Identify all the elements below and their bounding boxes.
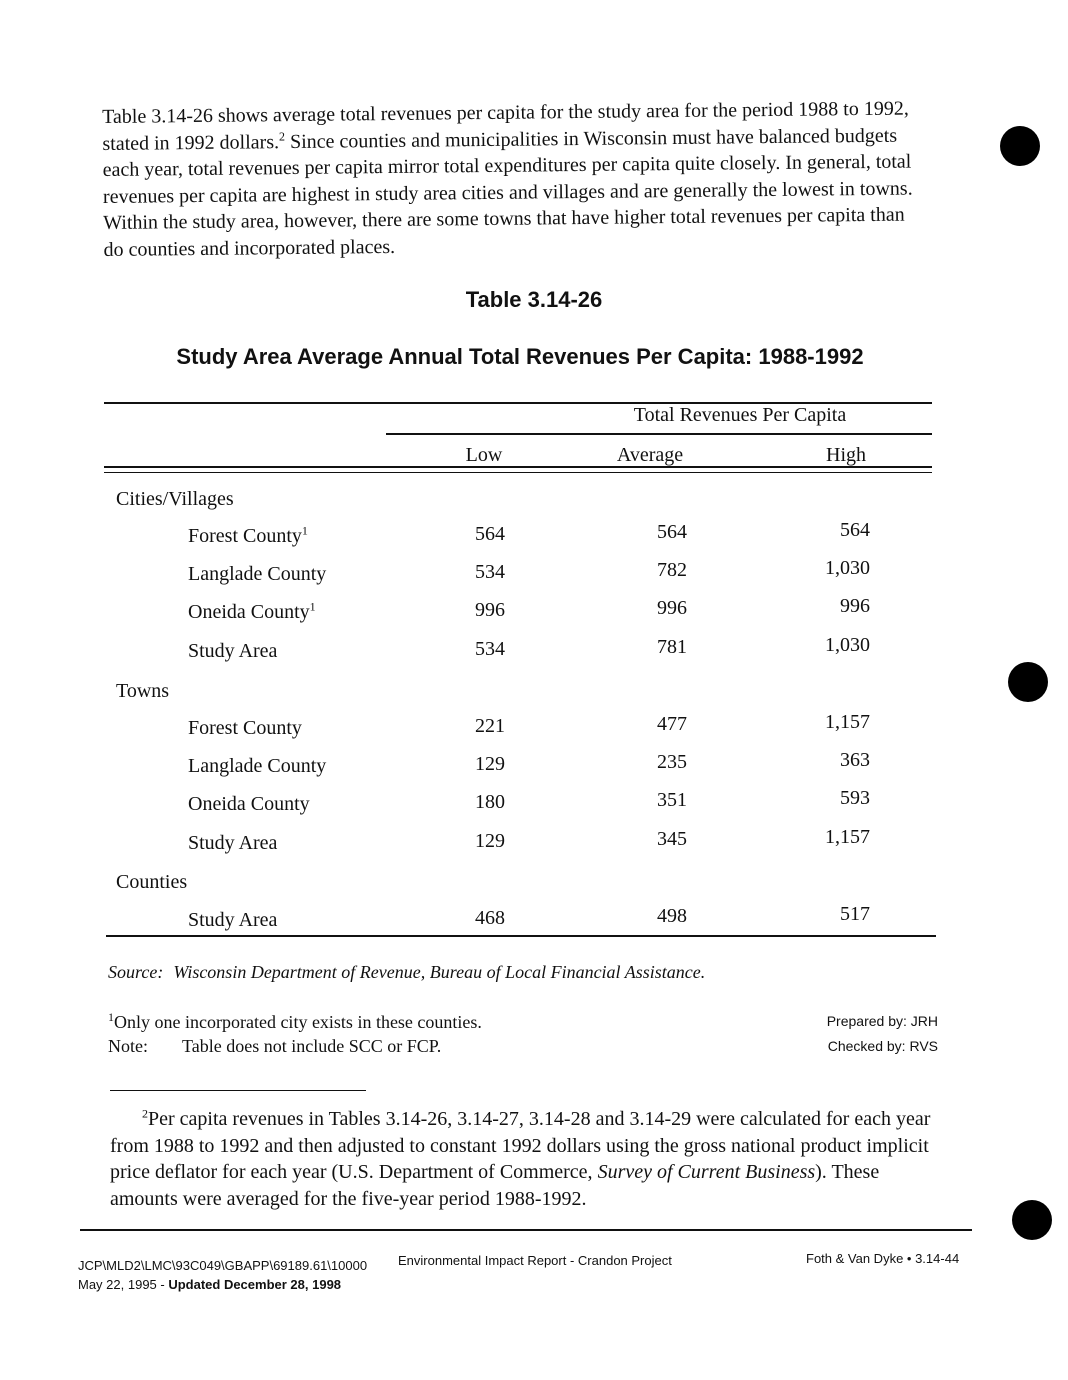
row-name: Oneida County (188, 601, 310, 623)
row-footnote-ref: 1 (301, 523, 308, 538)
footer-left (78, 1256, 367, 1294)
prepared-by: Prepared by: JRH (826, 1013, 938, 1029)
section-label-towns: Towns (116, 680, 170, 702)
cell-low: 221 (475, 715, 505, 737)
row-label (188, 525, 308, 548)
intro-footnote-ref: 2 (278, 128, 286, 143)
group-header: Total Revenues Per Capita (633, 404, 847, 426)
footnote-text-2: ). These amounts were averaged for the five-year period 1988-1992. (110, 1161, 880, 1210)
report-name: Environmental Impact Report - Crandon Project (398, 1253, 672, 1268)
cell-high: 564 (840, 519, 870, 541)
cell-average: 498 (657, 905, 687, 927)
hole-punch (1008, 662, 1048, 702)
cell-high: 363 (840, 749, 870, 771)
footnote-marker: 1 (108, 1010, 114, 1024)
table-source (108, 962, 705, 983)
hole-punch (1012, 1200, 1052, 1240)
row-label: Study Area (188, 832, 278, 854)
table-footnote (108, 1010, 482, 1033)
cell-low: 996 (475, 599, 505, 621)
cell-low: 468 (475, 907, 505, 929)
footnote-italic: Survey of Current Business (597, 1161, 816, 1183)
cell-high: 517 (840, 903, 870, 925)
cell-low: 180 (475, 791, 505, 813)
row-label: Study Area (188, 909, 278, 931)
cell-average: 782 (657, 559, 687, 581)
cell-average: 477 (657, 713, 687, 735)
row-label (188, 601, 316, 624)
section-label-cities: Cities/Villages (116, 488, 234, 510)
cell-high: 996 (840, 595, 870, 617)
cell-high: 1,157 (825, 711, 870, 733)
date-text: May 22, 1995 - (78, 1277, 169, 1292)
footnote-marker: 2 (142, 1106, 148, 1121)
cell-average: 235 (657, 751, 687, 773)
group-header-rule (386, 433, 932, 435)
row-label: Oneida County (188, 793, 310, 815)
cell-high: 1,030 (825, 634, 870, 656)
source-label: Source: (108, 962, 164, 982)
footer-rule (80, 1229, 972, 1231)
note-label: Note: (108, 1036, 148, 1056)
file-path: JCP\MLD2\LMC\93C049\GBAPP\69189.61\10000 (78, 1258, 368, 1273)
cell-low: 534 (475, 638, 505, 660)
table-note (108, 1036, 441, 1057)
page-footnote (110, 1106, 940, 1212)
prepared-checked (827, 1009, 938, 1059)
intro-text-2: Since counties and municipalities in Wisconsin must have balanced budgets each year, total revenues per capita mirror total expenditures per capita quite closely. In general, total revenues per capita are highest in study area cities and villages and are generally the lowest in towns. Within the study area, however, there are some towns that have higher total revenues per capita than do counties and incorporated places. (102, 124, 913, 261)
section-label-counties: Counties (116, 871, 188, 893)
footnote-text-1: Per capita revenues in Tables 3.14-26, 3.14-27, 3.14-28 and 3.14-29 were calculated for each year from 1988 to 1992 and then adjusted to constant 1992 dollars using the gross national product implicit price deflator for each year (U.S. Department of Commerce, (110, 1108, 931, 1183)
source-text: Wisconsin Department of Revenue, Bureau of Local Financial Assistance. (173, 962, 706, 982)
cell-average: 996 (657, 597, 687, 619)
cell-low: 564 (475, 523, 505, 545)
table-title: Study Area Average Annual Total Revenues Per Capita: 1988-1992 (176, 344, 864, 369)
cell-high: 1,030 (825, 557, 870, 579)
footnote-text: Only one incorporated city exists in these counties. (114, 1012, 482, 1032)
row-footnote-ref: 1 (309, 599, 316, 614)
intro-paragraph (102, 95, 922, 263)
column-header-average: Average (616, 444, 684, 466)
row-label: Langlade County (188, 755, 327, 777)
row-label: Forest County (188, 717, 302, 739)
table-number: Table 3.14-26 (465, 287, 603, 312)
row-label: Langlade County (188, 563, 327, 585)
footnote-separator (110, 1090, 366, 1091)
updated-text: Updated December 28, 1998 (168, 1277, 342, 1292)
row-label: Study Area (188, 640, 278, 662)
header-double-rule-2 (104, 472, 932, 473)
cell-average: 351 (657, 789, 687, 811)
cell-low: 129 (475, 830, 505, 852)
column-header-low: Low (465, 444, 503, 466)
cell-high: 1,157 (825, 826, 870, 848)
hole-punch (1000, 126, 1040, 166)
footer-date (78, 1275, 367, 1294)
page-number: Foth & Van Dyke • 3.14-44 (806, 1251, 960, 1266)
cell-low: 129 (475, 753, 505, 775)
note-text: Table does not include SCC or FCP. (182, 1036, 442, 1056)
cell-average: 781 (657, 636, 687, 658)
cell-average: 345 (657, 828, 687, 850)
cell-high: 593 (840, 787, 870, 809)
cell-low: 534 (475, 561, 505, 583)
checked-by: Checked by: RVS (827, 1038, 938, 1054)
column-header-high: High (826, 444, 866, 466)
table-bottom-rule (106, 935, 936, 937)
intro-text-1: Table 3.14-26 shows average total revenues per capita for the study area for the period 1988 to 1992, stated in 1992 dollars. (102, 97, 909, 155)
row-name: Forest County (188, 525, 302, 547)
cell-average: 564 (657, 521, 687, 543)
